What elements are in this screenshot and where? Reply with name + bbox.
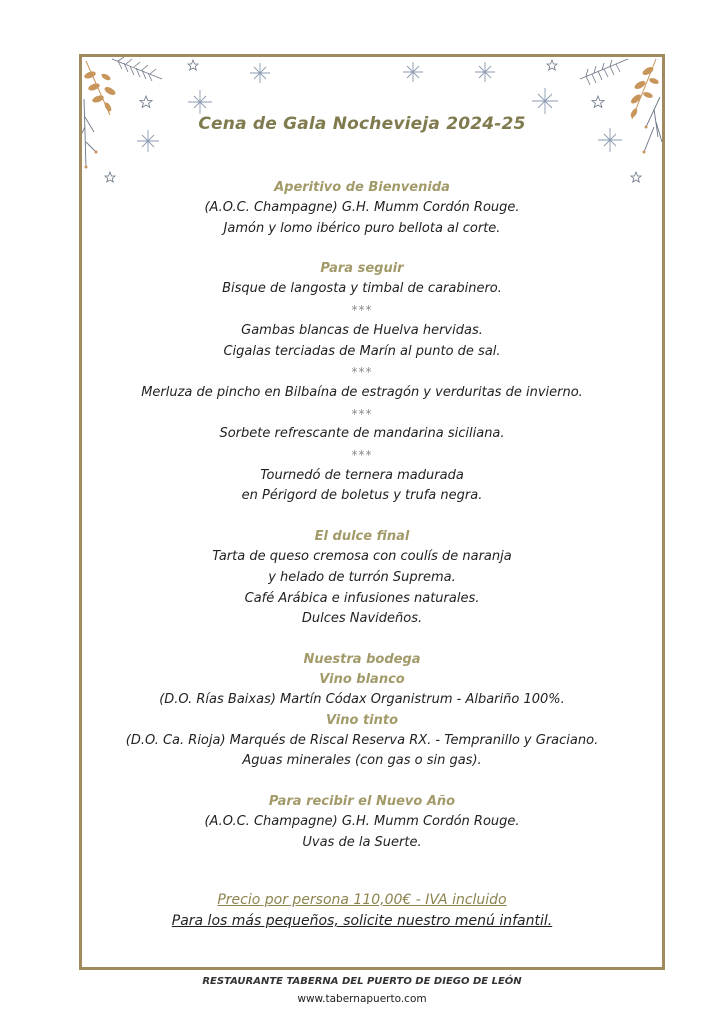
sparkles-layer [0, 0, 724, 200]
kids-menu-note: Para los más pequeños, solicite nuestro menú infantil. [171, 913, 553, 929]
menu-item: Sorbete refrescante de mandarina siciliana. [219, 426, 505, 442]
subheading-red-wine: Vino tinto [325, 712, 399, 728]
star-icon [547, 60, 557, 70]
section-aperitivo [0, 178, 724, 239]
menu-item: (D.O. Rías Baixas) Martín Códax Organistrum - Albariño 100%. [159, 691, 565, 707]
section-dulce-final [0, 527, 724, 630]
separator: *** [351, 303, 373, 318]
section-nuevo-ano [0, 792, 724, 853]
star-icon [140, 96, 152, 108]
section-heading: El dulce final [314, 529, 410, 545]
star-icon [592, 96, 604, 108]
section-bodega [0, 650, 724, 772]
menu-item: Tarta de queso cremosa con coulís de naranja [212, 549, 512, 565]
menu-item: Café Arábica e infusiones naturales. [244, 590, 480, 606]
section-heading: Aperitivo de Bienvenida [274, 180, 450, 195]
sparkle-icon [403, 62, 423, 82]
sparkle-icon [188, 90, 212, 114]
section-heading: Para recibir el Nuevo Año [268, 794, 456, 810]
menu-item: (A.O.C. Champagne) G.H. Mumm Cordón Rouge. [204, 814, 520, 830]
sparkle-icon [532, 88, 558, 114]
menu-item: (D.O. Ca. Rioja) Marqués de Riscal Reserva RX. - Tempranillo y Graciano. [125, 732, 599, 748]
sparkle-icon [475, 62, 495, 82]
footer-restaurant-name: RESTAURANTE TABERNA DEL PUERTO DE DIEGO DE LEÓN [202, 976, 522, 987]
price-line: Precio por persona 110,00€ - IVA incluido [217, 892, 507, 908]
section-heading: Para seguir [320, 261, 404, 277]
menu-item: Uvas de la Suerte. [302, 834, 422, 850]
footer-website: www.tabernapuerto.com [297, 993, 427, 1005]
menu-item: (A.O.C. Champagne) G.H. Mumm Cordón Rouge. [204, 200, 520, 215]
star-icon [188, 60, 198, 70]
menu-item: Jamón y lomo ibérico puro bellota al corte. [223, 220, 501, 236]
menu-item: Dulces Navideños. [301, 611, 423, 627]
sparkle-icon [250, 63, 270, 83]
separator: *** [351, 406, 373, 421]
section-para-seguir [0, 259, 724, 507]
menu-item: Gambas blancas de Huelva hervidas. [241, 322, 483, 338]
menu-item: Cigalas terciadas de Marín al punto de sal. [223, 343, 501, 359]
separator: *** [351, 365, 373, 380]
menu-item: Tournedó de ternera madurada [260, 467, 464, 483]
menu-item: y helado de turrón Suprema. [268, 569, 456, 585]
menu-item: Merluza de pincho en Bilbaína de estragón y verduritas de invierno. [141, 384, 583, 400]
subheading-white-wine: Vino blanco [319, 671, 405, 687]
menu-item: Aguas minerales (con gas o sin gas). [242, 753, 482, 769]
separator: *** [351, 448, 373, 463]
menu-item: en Périgord de boletus y trufa negra. [241, 488, 483, 504]
menu-item: Bisque de langosta y timbal de carabinero. [222, 281, 502, 297]
menu-title: Cena de Gala Nochevieja 2024-25 [198, 114, 526, 134]
section-heading: Nuestra bodega [303, 651, 421, 667]
menu-body [0, 178, 724, 853]
